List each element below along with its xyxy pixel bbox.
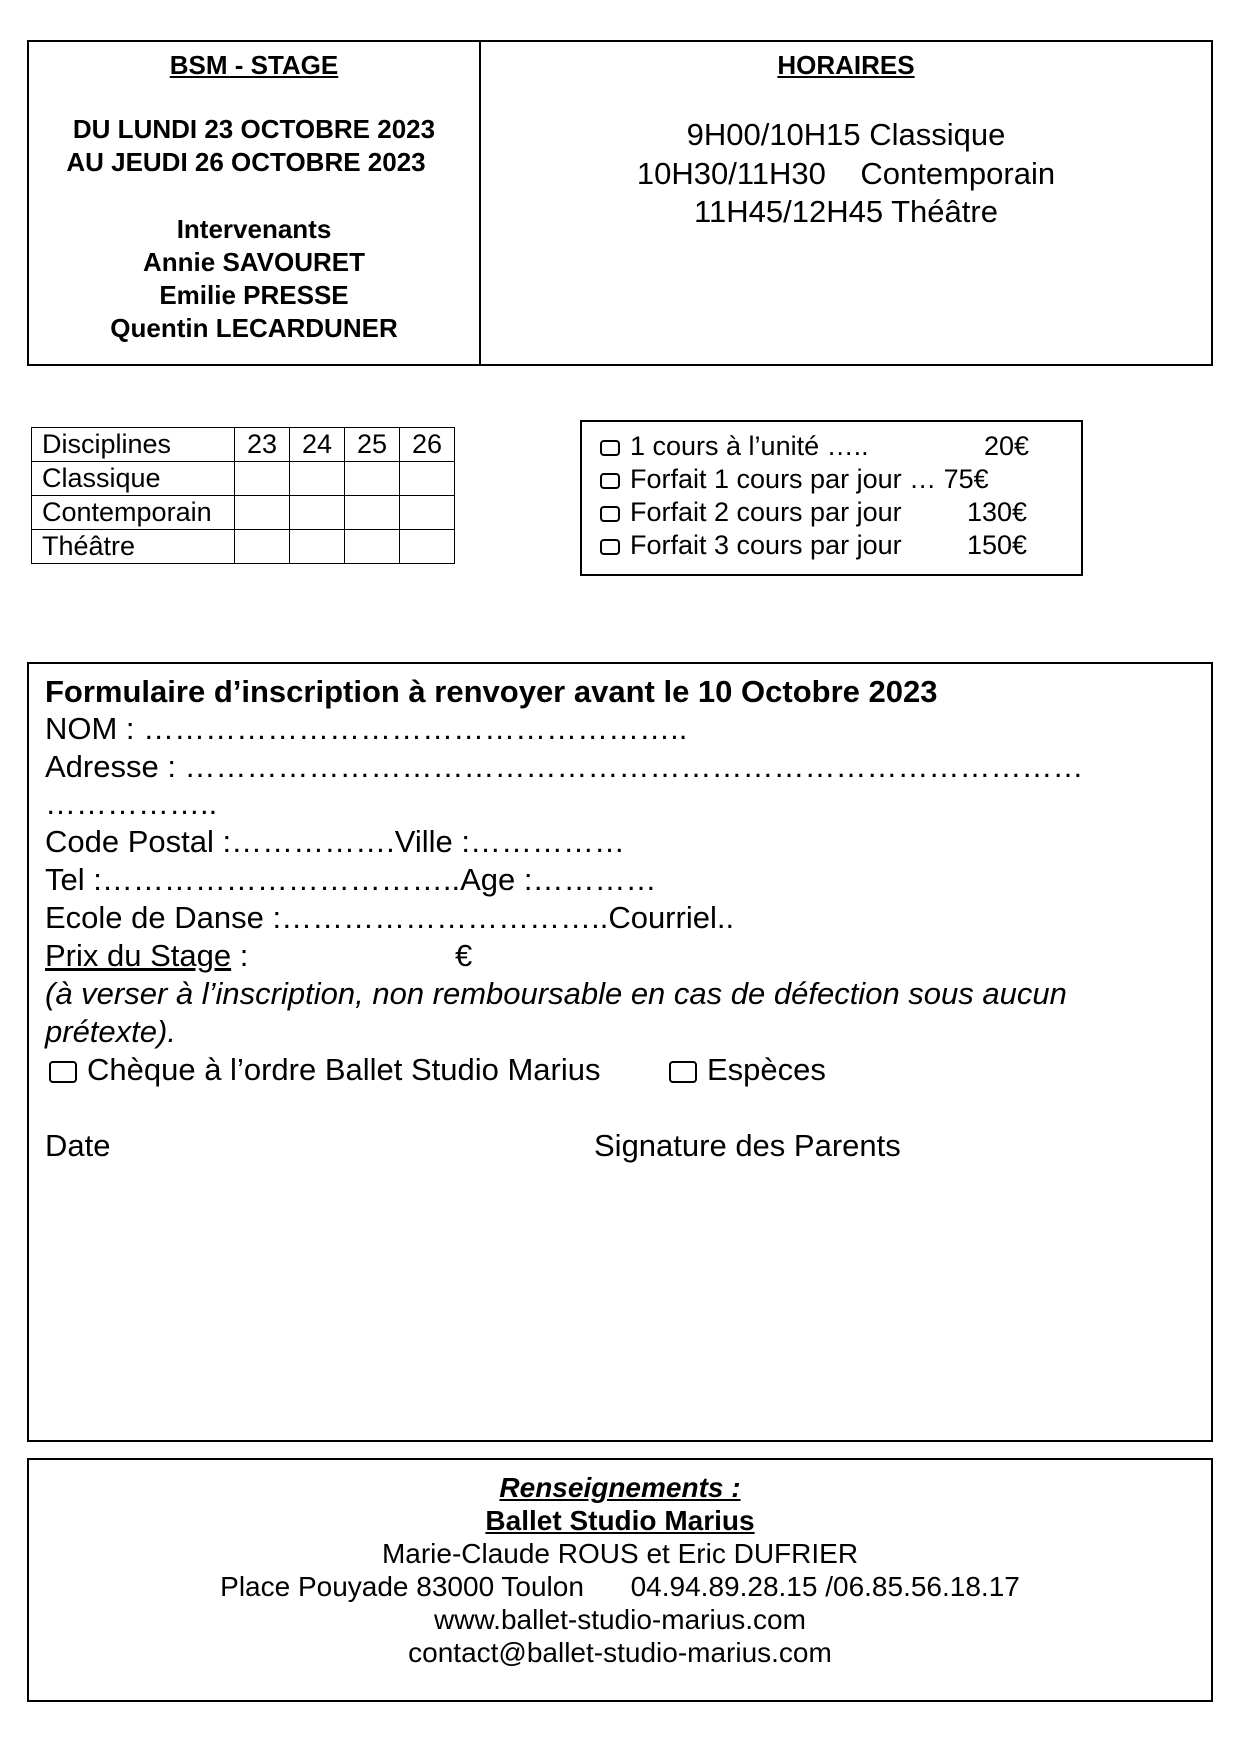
- checkbox-icon[interactable]: [600, 539, 620, 555]
- table-row: [32, 462, 455, 496]
- schedule-line: 10H30/11H30 Contemporain: [636, 156, 1056, 191]
- day-cell[interactable]: [290, 462, 345, 496]
- column-header: 23: [235, 428, 290, 462]
- prix-colon: :: [231, 938, 249, 973]
- checkbox-icon[interactable]: [669, 1061, 697, 1083]
- owners: Marie-Claude ROUS et Eric DUFRIER: [381, 1538, 859, 1569]
- pricing-price: 20€: [984, 431, 1030, 461]
- discipline-name: Classique: [32, 462, 235, 496]
- checkbox-icon[interactable]: [49, 1061, 77, 1083]
- disciplines-table: [31, 427, 455, 564]
- table-header-row: [32, 428, 455, 462]
- day-cell[interactable]: [345, 496, 400, 530]
- checkbox-icon[interactable]: [600, 506, 620, 522]
- horaires-box: [479, 40, 1213, 366]
- column-header: Disciplines: [32, 428, 235, 462]
- prix-label: Prix du Stage: [45, 938, 232, 973]
- website-link[interactable]: www.ballet-studio-marius.com: [434, 1604, 806, 1635]
- column-header: 25: [345, 428, 400, 462]
- table-row: [32, 530, 455, 564]
- discipline-name: Contemporain: [32, 496, 235, 530]
- schedule-line: 11H45/12H45 Théâtre: [694, 194, 998, 229]
- day-cell[interactable]: [235, 496, 290, 530]
- speaker-name: Annie SAVOURET: [143, 247, 365, 277]
- adresse-continuation[interactable]: ……………..: [45, 786, 218, 821]
- prix-stage-field[interactable]: [45, 938, 248, 974]
- speakers-heading: Intervenants: [176, 214, 332, 244]
- payment-option-cheque[interactable]: [45, 1052, 601, 1088]
- stage-date-end: AU JEUDI 26 OCTOBRE 2023: [66, 147, 426, 177]
- day-cell[interactable]: [235, 462, 290, 496]
- studio-name: Ballet Studio Marius: [485, 1505, 755, 1536]
- stage-info-box: [27, 40, 481, 366]
- form-title: Formulaire d’inscription à renvoyer avant le 10 Octobre 2023: [45, 674, 938, 709]
- adresse-field[interactable]: Adresse : ……………………………………………………………………………: [45, 749, 1084, 784]
- payment-note: (à verser à l’inscription, non remboursable en cas de défection sous aucun: [45, 976, 1067, 1011]
- checkbox-icon[interactable]: [600, 440, 620, 456]
- pricing-option: [600, 529, 902, 562]
- day-cell[interactable]: [290, 530, 345, 564]
- day-cell[interactable]: [400, 496, 455, 530]
- table-row: [32, 496, 455, 530]
- payment-note-cont: prétexte).: [45, 1014, 176, 1049]
- ecole-courriel-field[interactable]: Ecole de Danse :…………………………..Courriel..: [45, 900, 735, 935]
- pricing-box: [580, 420, 1083, 576]
- day-cell[interactable]: [400, 530, 455, 564]
- email-link[interactable]: contact@ballet-studio-marius.com: [408, 1637, 832, 1668]
- code-postal-ville-field[interactable]: Code Postal :…………….Ville :……………: [45, 824, 625, 859]
- schedule-line: 9H00/10H15 Classique: [686, 117, 1006, 152]
- pricing-option: [600, 496, 902, 529]
- checkbox-icon[interactable]: [600, 473, 620, 489]
- registration-form: [27, 662, 1213, 1442]
- pricing-price: 130€: [967, 497, 1028, 527]
- contact-info-box: [27, 1458, 1213, 1702]
- address-phone: Place Pouyade 83000 Toulon 04.94.89.28.15 /06.85.56.18.17: [220, 1571, 1020, 1602]
- pricing-label: Forfait 3 cours par jour: [630, 530, 902, 560]
- day-cell[interactable]: [235, 530, 290, 564]
- payment-option-especes[interactable]: [669, 1052, 826, 1088]
- discipline-name: Théâtre: [32, 530, 235, 564]
- day-cell[interactable]: [290, 496, 345, 530]
- nom-field[interactable]: NOM : ……………………………………………..: [45, 711, 688, 746]
- pricing-label: 1 cours à l’unité …..: [630, 431, 869, 461]
- date-label: Date: [45, 1128, 111, 1163]
- pricing-option: [600, 463, 989, 496]
- horaires-title: HORAIRES: [777, 50, 915, 80]
- pricing-label: Forfait 2 cours par jour: [630, 497, 902, 527]
- pricing-label: Forfait 1 cours par jour … 75€: [630, 464, 989, 494]
- signature-label: Signature des Parents: [594, 1128, 901, 1163]
- stage-title: BSM - STAGE: [169, 50, 339, 80]
- info-heading: Renseignements :: [499, 1472, 741, 1503]
- stage-date-start: DU LUNDI 23 OCTOBRE 2023: [72, 114, 436, 144]
- speaker-name: Emilie PRESSE: [159, 280, 349, 310]
- day-cell[interactable]: [345, 530, 400, 564]
- day-cell[interactable]: [345, 462, 400, 496]
- tel-age-field[interactable]: Tel :……………………………..Age :…………: [45, 862, 657, 897]
- pricing-option: [600, 430, 869, 463]
- cheque-label: Chèque à l’ordre Ballet Studio Marius: [87, 1052, 601, 1087]
- prix-currency: €: [455, 938, 473, 973]
- day-cell[interactable]: [400, 462, 455, 496]
- column-header: 24: [290, 428, 345, 462]
- especes-label: Espèces: [707, 1052, 826, 1087]
- speaker-name: Quentin LECARDUNER: [110, 313, 398, 343]
- pricing-price: 150€: [967, 530, 1028, 560]
- column-header: 26: [400, 428, 455, 462]
